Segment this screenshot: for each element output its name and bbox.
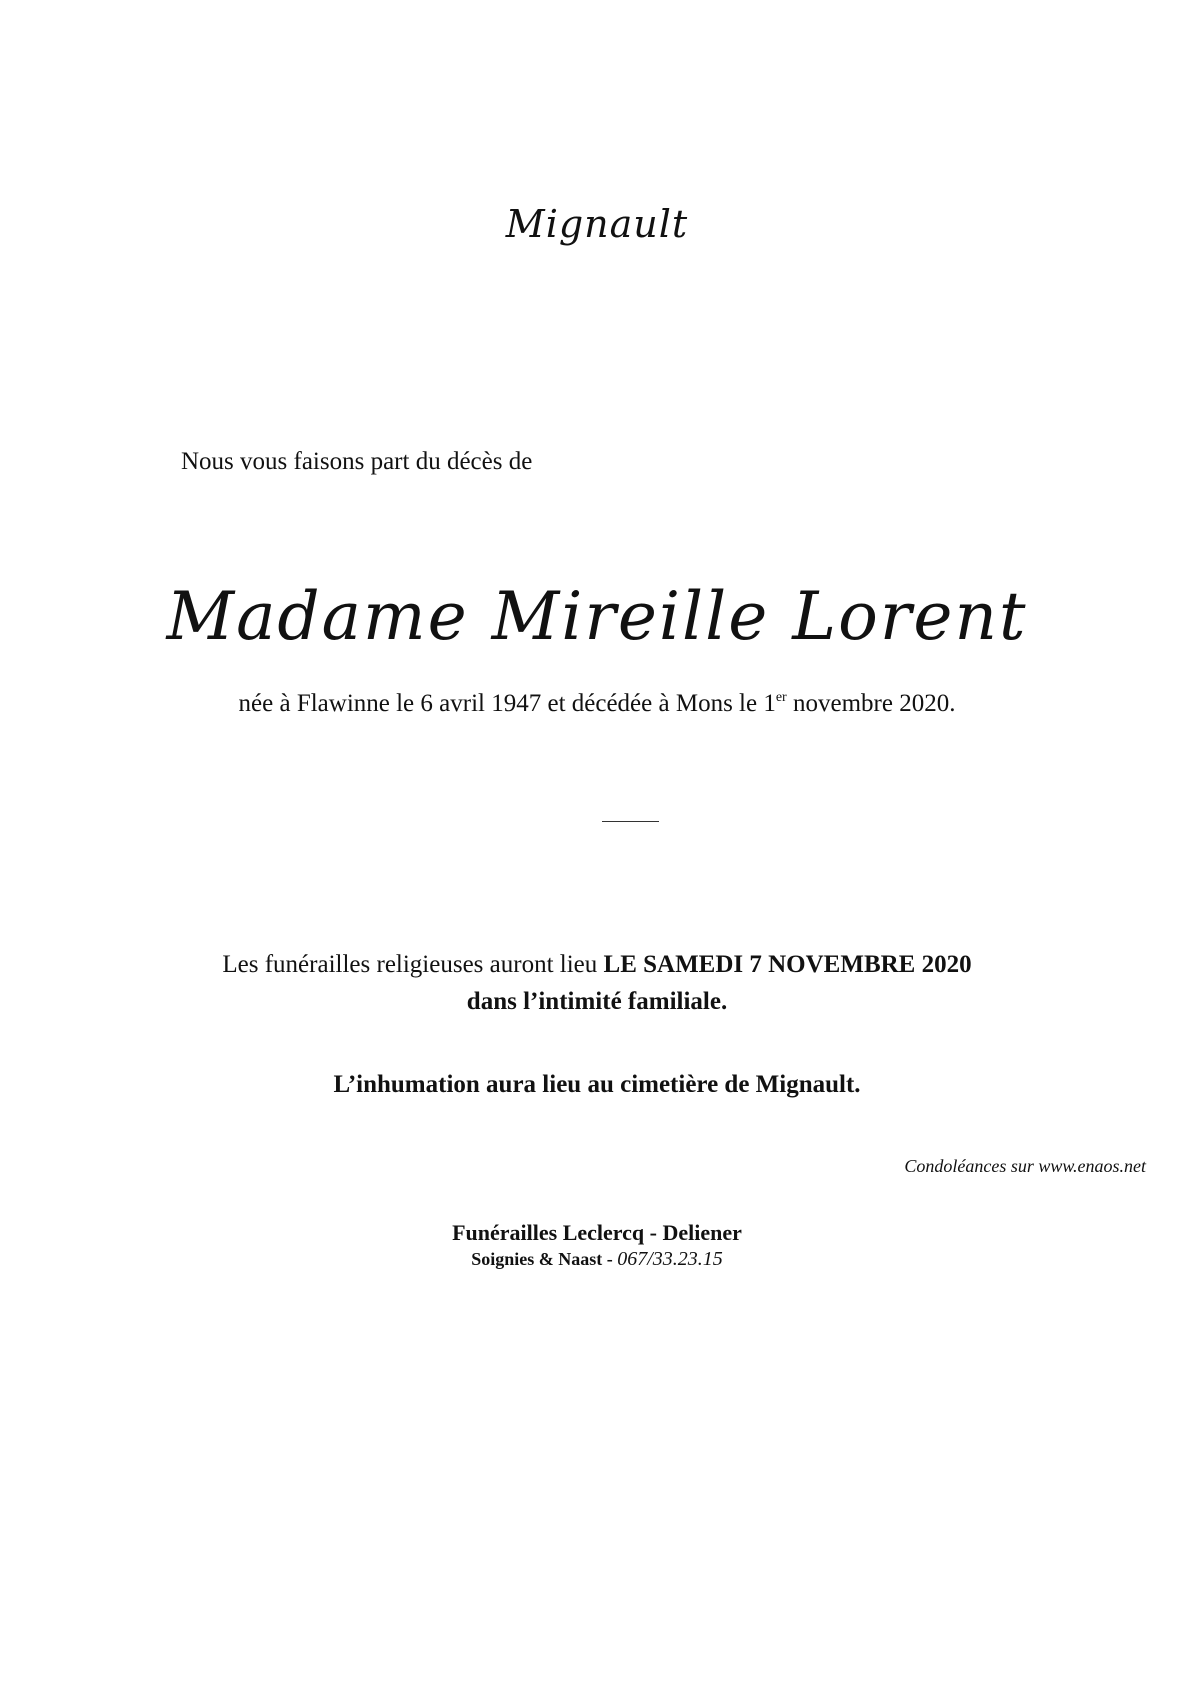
deceased-name: Madame Mireille Lorent — [166, 578, 1028, 655]
burial-details: L’inhumation aura lieu au cimetière de Mignault. — [333, 1071, 861, 1098]
funeral-line-1 — [0, 946, 1194, 983]
funeral-line-1-regular: Les funérailles religieuses auront lieu — [222, 951, 604, 978]
funeral-line-2: dans l’intimité familiale. — [466, 988, 728, 1015]
undertaker-contact — [0, 1247, 1194, 1271]
undertaker-block — [0, 1219, 1194, 1271]
dates-text-end: novembre 2020. — [786, 690, 956, 717]
birth-death-dates — [0, 690, 1194, 718]
condolences-note: Condoléances sur www.enaos.net — [904, 1156, 1146, 1176]
dates-superscript: er — [775, 690, 787, 705]
funeral-details — [0, 946, 1194, 1020]
announcement-intro: Nous vous faisons part du décès de — [181, 448, 533, 475]
undertaker-phone: 067/33.23.15 — [617, 1248, 723, 1270]
funeral-date: LE SAMEDI 7 NOVEMBRE 2020 — [603, 951, 972, 978]
undertaker-name: Funérailles Leclercq - Deliener — [452, 1220, 742, 1245]
village-name: Mignault — [505, 202, 689, 246]
dates-text: née à Flawinne le 6 avril 1947 et décédée à Mons le 1 — [238, 690, 776, 717]
undertaker-places: Soignies & Naast - — [471, 1249, 618, 1269]
divider-line — [602, 821, 659, 822]
